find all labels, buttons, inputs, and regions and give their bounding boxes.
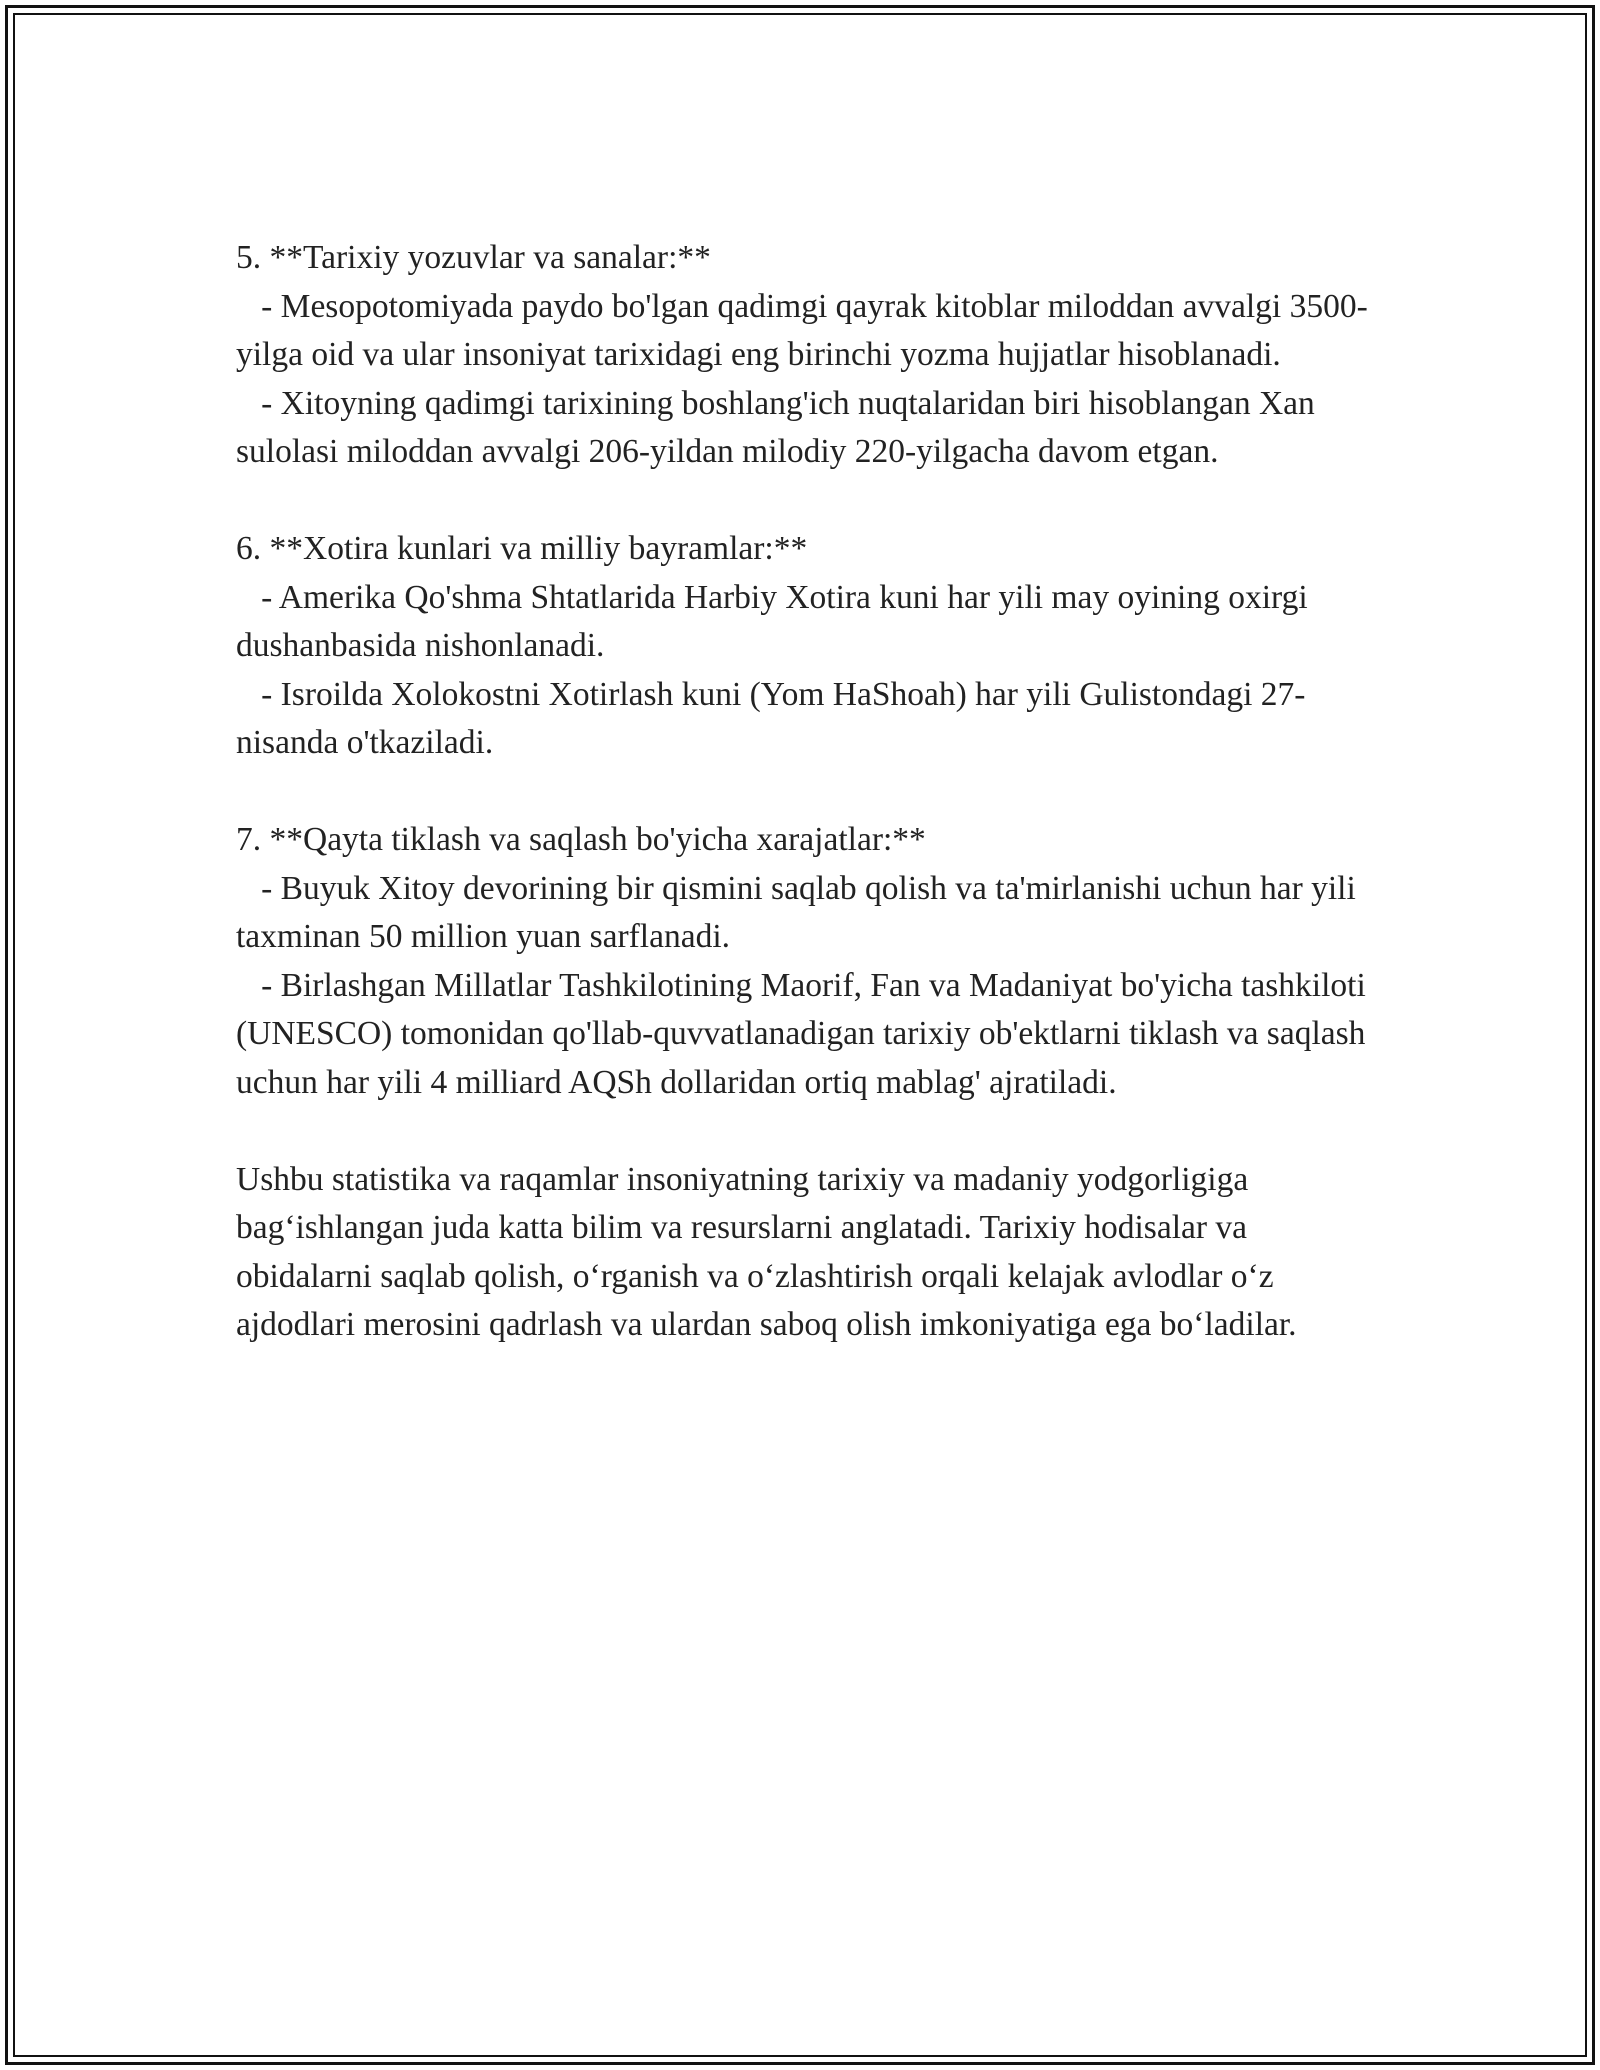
paragraph-gap xyxy=(236,1107,1386,1156)
section-5-bullet-1: - Mesopotomiyada paydo bo'lgan qadimgi qayrak kitoblar miloddan avvalgi 3500-yilga oid va ular insoniyat tarixidagi eng birinchi yozma hujjatlar hisoblanadi. xyxy=(236,287,1368,373)
section-6-bullet-1: - Amerika Qo'shma Shtatlarida Harbiy Xotira kuni har yili may oyining oxirgi dushanbasida nishonlanadi. xyxy=(236,578,1317,664)
section-7-bullet-1: - Buyuk Xitoy devorining bir qismini saqlab qolish va ta'mirlanishi uchun har yili taxminan 50 million yuan sarflanadi. xyxy=(236,869,1365,955)
paragraph-gap xyxy=(236,477,1386,526)
section-6-bullet-2: - Isroilda Xolokostni Xotirlash kuni (Yom HaShoah) har yili Gulistondagi 27-nisanda o'tkaziladi. xyxy=(236,675,1306,761)
section-heading-5: 5. **Tarixiy yozuvlar va sanalar:** xyxy=(236,239,711,276)
paragraph-gap xyxy=(236,768,1386,817)
section-5-bullet-2: - Xitoyning qadimgi tarixining boshlang'ich nuqtalaridan biri hisoblangan Xan sulolasi miloddan avvalgi 206-yildan milodiy 220-yilgacha davom etgan. xyxy=(236,384,1324,470)
section-7-bullet-2: - Birlashgan Millatlar Tashkilotining Maorif, Fan va Madaniyat bo'yicha tashkiloti (UNESCO) tomonidan qo'llab-quvvatlanadigan tarixiy ob'ektlarni tiklash va saqlash uchun har yili 4 milliard AQSh dollaridan ortiq mablag' ajratiladi. xyxy=(236,966,1375,1101)
section-heading-6: 6. **Xotira kunlari va milliy bayramlar:** xyxy=(236,530,808,567)
section-heading-7: 7. **Qayta tiklash va saqlash bo'yicha xarajatlar:** xyxy=(236,821,926,858)
conclusion-paragraph: Ushbu statistika va raqamlar insoniyatning tarixiy va madaniy yodgorligiga bag‘ishlangan juda katta bilim va resurslarni anglatadi. Tarixiy hodisalar va obidalarni saqlab qolish, o‘rganish va o‘zlashtirish orqali kelajak avlodlar o‘z ajdodlari merosini qadrlash va ulardan saboq olish imkoniyatiga ega bo‘ladilar. xyxy=(236,1160,1297,1343)
document-body xyxy=(236,234,1386,1350)
